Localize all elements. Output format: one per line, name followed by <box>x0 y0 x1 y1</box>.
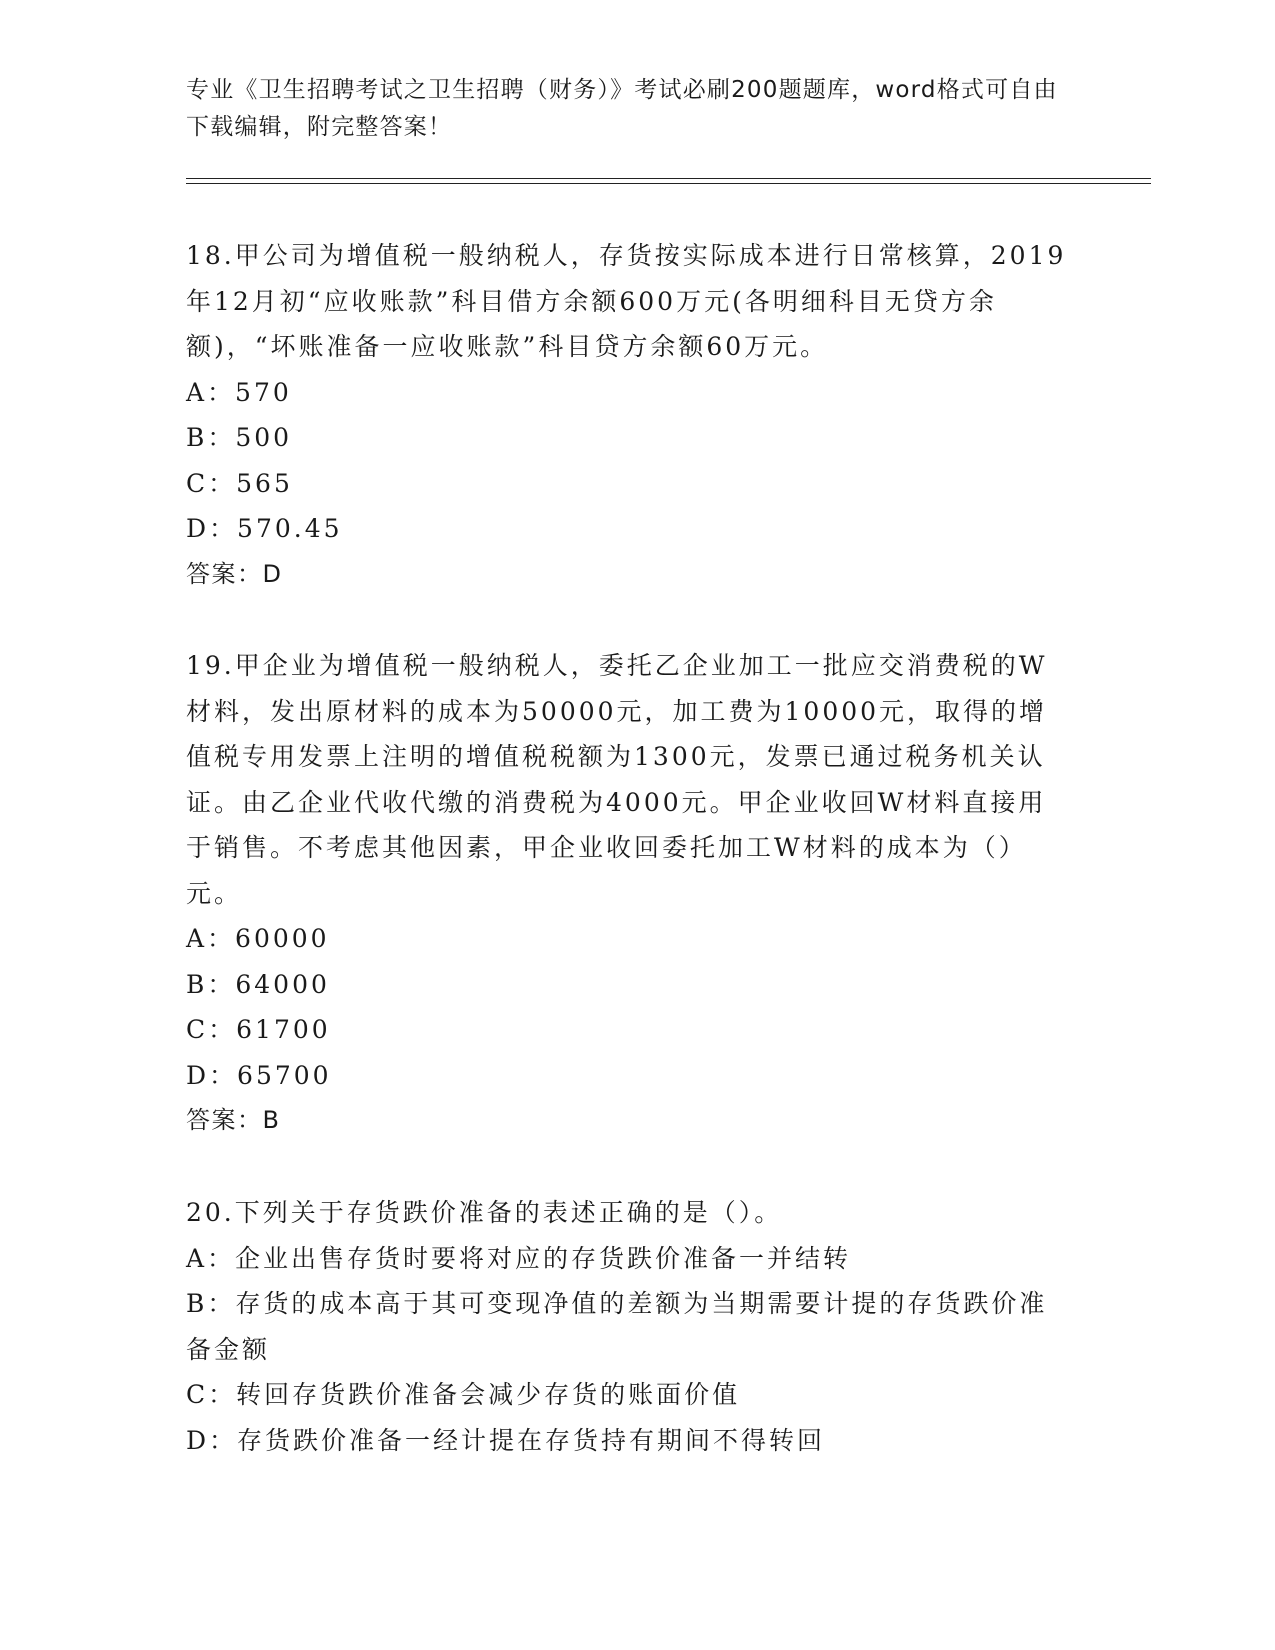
option-c: C：转回存货跌价准备会减少存货的账面价值 <box>186 1380 741 1409</box>
question-stem: 20.下列关于存货跌价准备的表述正确的是（）。 <box>186 1198 783 1227</box>
option-d: D：存货跌价准备一经计提在存货持有期间不得转回 <box>186 1425 826 1455</box>
option-a: A：企业出售存货时要将对应的存货跌价准备一并结转 <box>186 1243 852 1273</box>
option-b: B：500 <box>186 423 293 452</box>
document-header: 专业《卫生招聘考试之卫生招聘（财务）》考试必刷200题题库，word格式可自由下载编辑，附完整答案！ <box>186 77 1058 140</box>
option-c: C：61700 <box>186 1015 331 1044</box>
option-d: D：65700 <box>186 1060 332 1090</box>
question-18 <box>186 233 1071 597</box>
option-c: C：565 <box>186 468 293 498</box>
header-divider-bottom <box>186 183 1151 184</box>
answer-line: 答案：D <box>186 559 283 588</box>
question-stem: 18.甲公司为增值税一般纳税人，存货按实际成本进行日常核算，2019年12月初“应收账款”科目借方余额600万元(各明细科目无贷方余额)，“坏账准备一应收账款”科目贷方余额60万元。 <box>186 241 1067 361</box>
answer-line: 答案：B <box>186 1106 281 1134</box>
option-a: A：570 <box>186 377 292 407</box>
question-20 <box>186 1190 1071 1463</box>
option-a: A：60000 <box>186 924 330 953</box>
option-b: B：64000 <box>186 969 330 999</box>
question-19 <box>186 643 1071 1144</box>
question-stem: 19.甲企业为增值税一般纳税人，委托乙企业加工一批应交消费税的W材料，发出原材料的成本为50000元，加工费为10000元，取得的增值税专用发票上注明的增值税税额为1300元，发票已通过税务机关认证。由乙企业代收代缴的消费税为4000元。甲企业收回W材料直接用于销售。不考虑其他因素，甲企业收回委托加工W材料的成本为（）元。 <box>186 651 1048 908</box>
option-d: D：570.45 <box>186 514 343 543</box>
option-b: B：存货的成本高于其可变现净值的差额为当期需要计提的存货跌价准备金额 <box>186 1289 1048 1364</box>
header-divider-top <box>186 178 1151 179</box>
